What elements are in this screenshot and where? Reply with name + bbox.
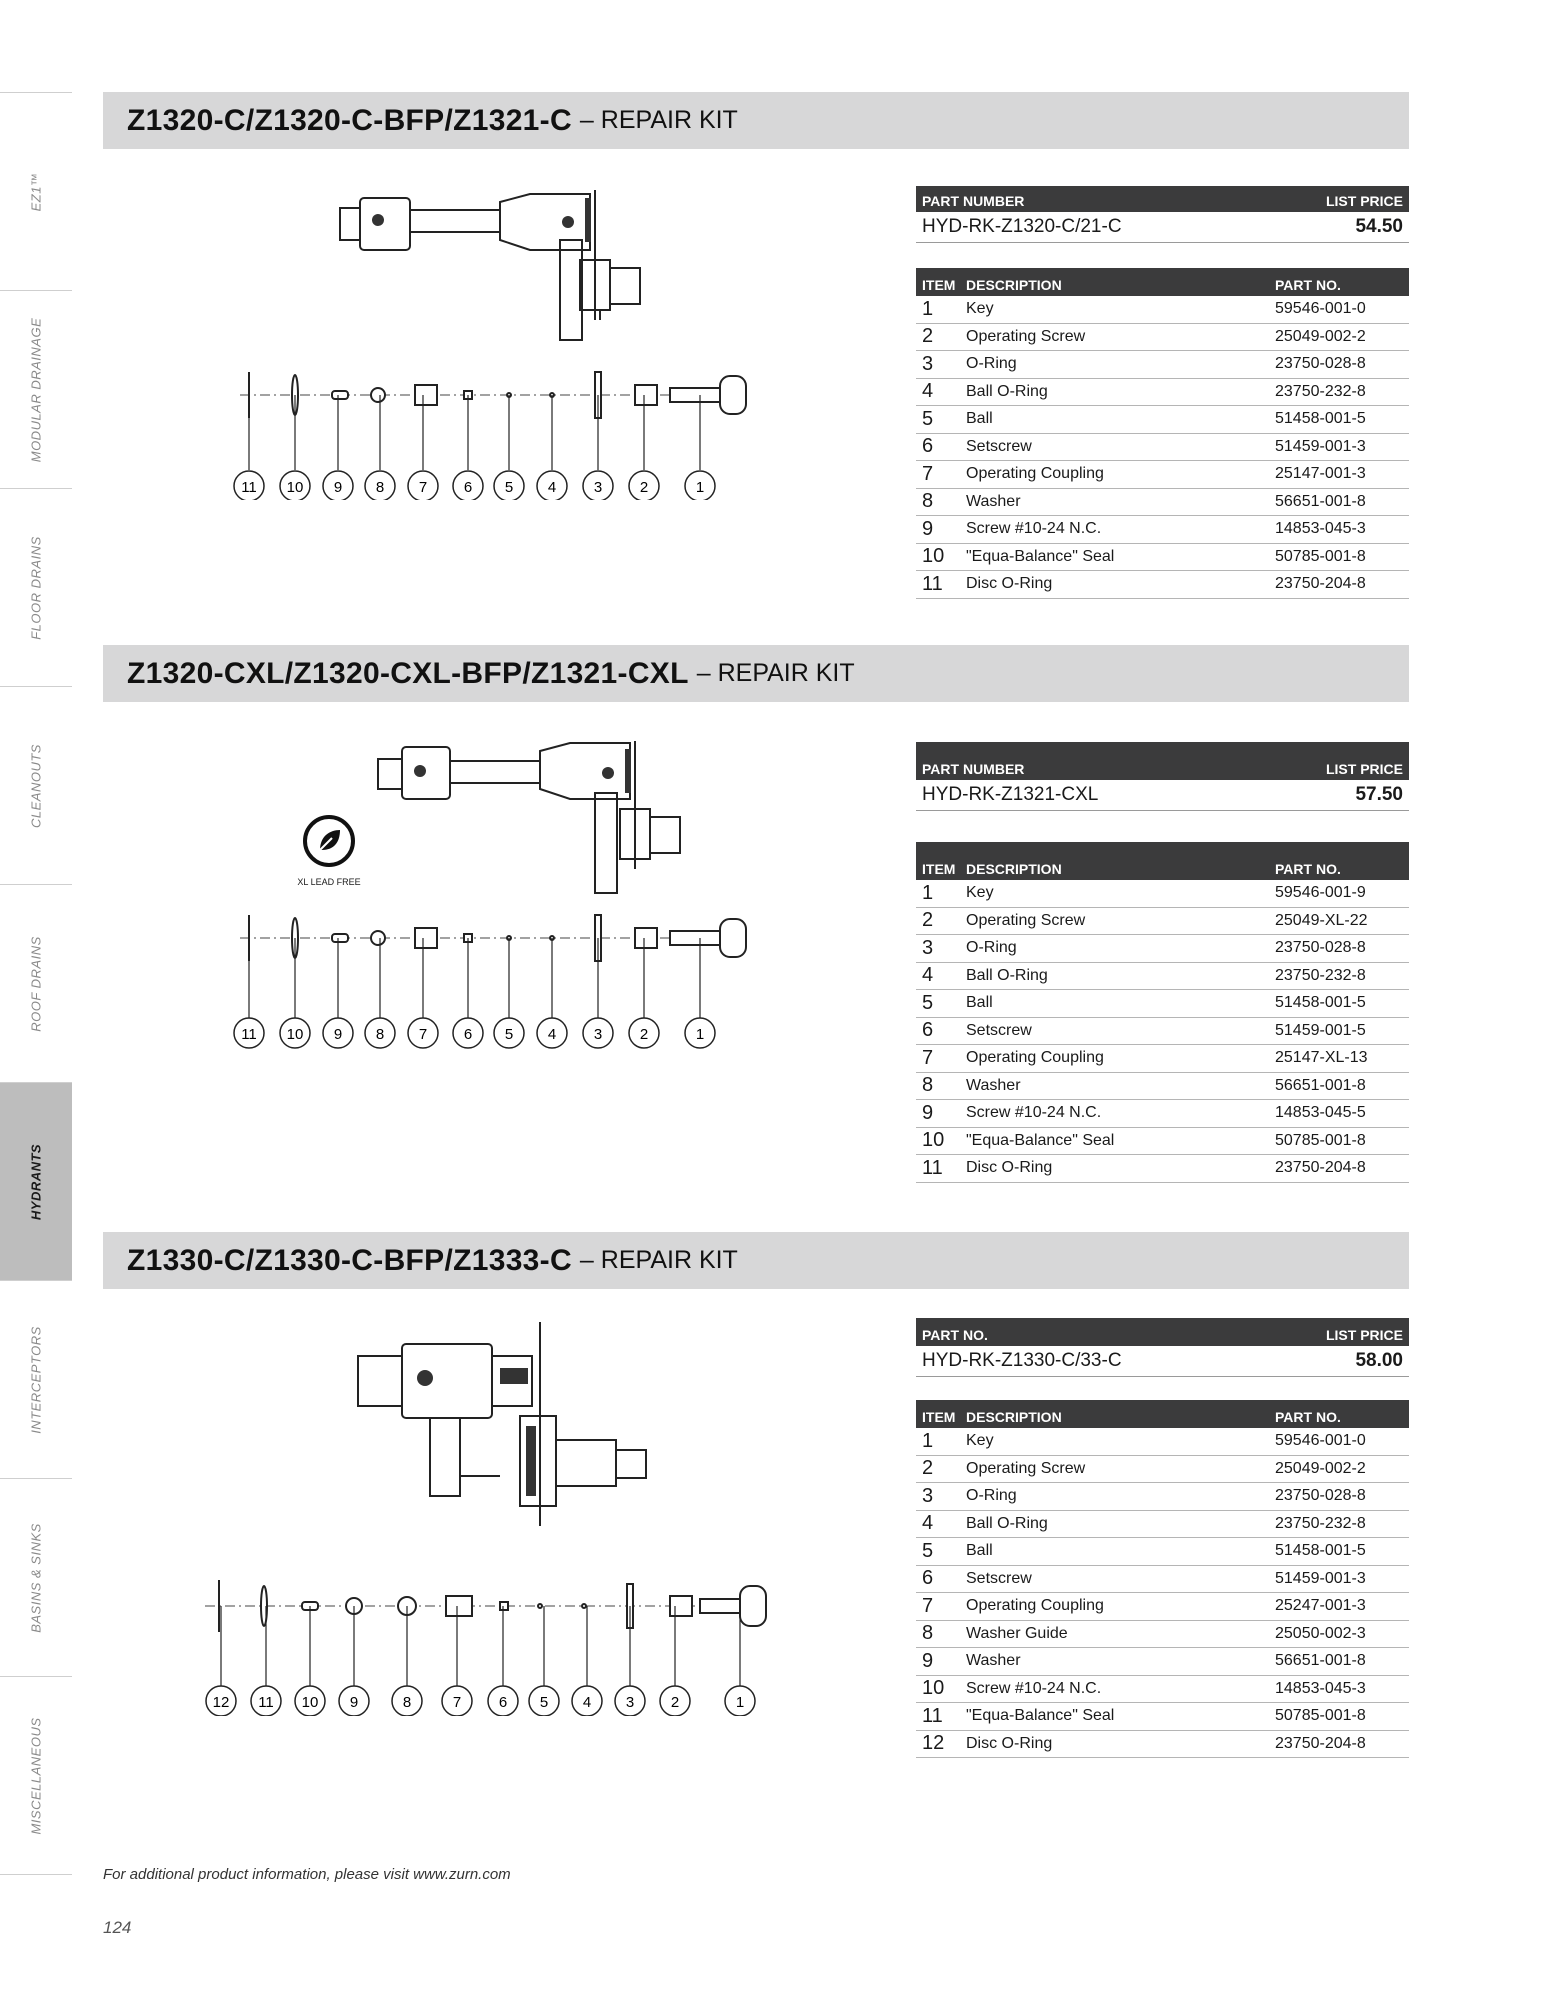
item-part-number: 50785-001-8 [1275,547,1366,565]
sidebar-tab-label: MISCELLANEOUS [28,1716,44,1835]
callout-label: 5 [504,479,514,496]
item-number: 5 [922,1539,934,1562]
item-part-number: 51458-001-5 [1275,994,1366,1012]
parts-table [916,1400,1409,1758]
callout-label: 7 [452,1694,462,1711]
item-part-number: 23750-232-8 [1275,966,1366,984]
callout-label: 4 [547,479,557,496]
part-number-heading: PART NUMBER [922,761,1025,777]
section-suffix: – REPAIR KIT [579,1246,738,1274]
item-number: 9 [922,517,934,540]
parts-table [916,268,1409,599]
item-number: 5 [922,407,934,430]
item-number: 1 [922,297,934,320]
item-description: Ball O-Ring [966,382,1048,400]
description-column-heading: DESCRIPTION [966,277,1062,293]
item-description: Operating Screw [966,911,1086,929]
table-row [916,544,1409,572]
table-row [916,461,1409,489]
callout-label: 9 [333,1026,343,1043]
kit-price-row [916,780,1409,811]
item-description: Key [966,1432,994,1450]
item-number: 12 [922,1732,945,1755]
item-number: 6 [922,435,934,458]
item-part-number: 25050-002-3 [1275,1624,1366,1642]
sidebar-tab-label: FLOOR DRAINS [28,535,44,640]
item-part-number: 25247-001-3 [1275,1597,1366,1615]
table-row [916,296,1409,324]
table-row [916,324,1409,352]
callout-label: 9 [333,479,343,496]
part-no-column-heading: PART NO. [1275,861,1341,877]
parts-table [916,842,1409,1183]
table-row [916,1483,1409,1511]
item-part-number: 23750-204-8 [1275,1159,1366,1177]
sidebar-tab-modular-drainage[interactable] [0,290,72,488]
kit-list-price: 54.50 [1355,216,1403,237]
section-header [103,645,1409,702]
item-number: 9 [922,1649,934,1672]
item-column-heading: ITEM [922,1409,956,1425]
item-part-number: 23750-232-8 [1275,382,1366,400]
item-description: Operating Screw [966,1459,1086,1477]
sidebar-tab-label: INTERCEPTORS [28,1325,44,1434]
table-row [916,1100,1409,1128]
item-part-number: 25049-002-2 [1275,327,1366,345]
price-table-header [916,742,1409,780]
list-price-heading: LIST PRICE [1325,1327,1403,1343]
callout-label: 6 [498,1694,508,1711]
item-description: Disc O-Ring [966,1159,1053,1177]
item-part-number: 25049-XL-22 [1275,911,1368,929]
item-number: 4 [922,380,934,403]
table-row [916,571,1409,599]
callout-label: 7 [418,1026,428,1043]
sidebar-tab-label: CLEANOUTS [28,743,44,828]
callout-label: 8 [375,479,385,496]
table-row [916,489,1409,517]
callout-label: 5 [539,1694,549,1711]
item-description: Operating Screw [966,327,1086,345]
table-row [916,1566,1409,1594]
callout-label: 8 [375,1026,385,1043]
item-number: 4 [922,1512,934,1535]
section-model-title: Z1320-C/Z1320-C-BFP/Z1321-C [127,103,572,137]
item-part-number: 59546-001-0 [1275,1432,1366,1450]
callout-label: 11 [258,1694,274,1711]
item-description: Setscrew [966,1569,1032,1587]
item-description: Key [966,300,994,318]
item-number: 2 [922,909,934,932]
item-number: 3 [922,1484,934,1507]
item-number: 1 [922,1429,934,1452]
section-model-title: Z1330-C/Z1330-C-BFP/Z1333-C [127,1243,572,1277]
item-description: Ball O-Ring [966,966,1048,984]
callout-label: 1 [695,1026,705,1043]
table-row [916,1648,1409,1676]
table-row [916,880,1409,908]
sidebar-tab-interceptors[interactable] [0,1280,72,1478]
item-part-number: 51459-001-3 [1275,437,1366,455]
sidebar-tab-hydrants[interactable] [0,1082,72,1280]
table-row [916,1428,1409,1456]
part-no-column-heading: PART NO. [1275,277,1341,293]
item-part-number: 51459-001-3 [1275,1569,1366,1587]
kit-price-table [916,186,1409,243]
table-row [916,1703,1409,1731]
sidebar-tab-ez1[interactable] [0,92,72,290]
callout-label: 5 [504,1026,514,1043]
item-number: 11 [922,572,943,595]
callout-label: 4 [547,1026,557,1043]
table-row [916,1456,1409,1484]
price-table-header [916,1318,1409,1346]
item-column-heading: ITEM [922,861,956,877]
item-part-number: 25049-002-2 [1275,1459,1366,1477]
item-description: Operating Coupling [966,1597,1104,1615]
callout-label: 6 [463,479,473,496]
kit-price-row [916,1346,1409,1377]
item-column-heading: ITEM [922,277,956,293]
item-description: Setscrew [966,437,1032,455]
item-description: O-Ring [966,1487,1017,1505]
callout-label: 3 [593,1026,603,1043]
table-row [916,1128,1409,1156]
sidebar-tab-label: MODULAR DRAINAGE [28,317,44,462]
description-column-heading: DESCRIPTION [966,861,1062,877]
item-part-number: 59546-001-0 [1275,300,1366,318]
callout-label: 1 [735,1694,745,1711]
table-row [916,1045,1409,1073]
item-number: 1 [922,881,934,904]
item-description: Operating Coupling [966,465,1104,483]
item-description: Ball [966,410,993,428]
table-row [916,990,1409,1018]
part-number-heading: PART NUMBER [922,193,1025,209]
item-part-number: 25147-XL-13 [1275,1049,1368,1067]
item-number: 3 [922,352,934,375]
callout-label: 3 [593,479,603,496]
item-description: Ball O-Ring [966,1514,1048,1532]
item-part-number: 51459-001-5 [1275,1021,1366,1039]
item-number: 7 [922,1594,934,1617]
item-part-number: 23750-028-8 [1275,939,1366,957]
item-number: 7 [922,462,934,485]
item-description: O-Ring [966,939,1017,957]
item-number: 11 [922,1156,943,1179]
hydrant-assembly-diagram [230,733,750,1053]
item-part-number: 51458-001-5 [1275,1542,1366,1560]
section-suffix: – REPAIR KIT [579,106,738,134]
callout-label: 12 [212,1694,230,1711]
table-row [916,963,1409,991]
item-description: Washer [966,1076,1021,1094]
item-description: "Equa-Balance" Seal [966,1131,1115,1149]
table-row [916,516,1409,544]
item-number: 7 [922,1046,934,1069]
item-description: Ball [966,1542,993,1560]
part-no-column-heading: PART NO. [1275,1409,1341,1425]
item-number: 10 [922,1129,945,1152]
table-row [916,1511,1409,1539]
item-part-number: 59546-001-9 [1275,884,1366,902]
kit-price-row [916,212,1409,243]
item-description: Washer [966,492,1021,510]
callout-label: 10 [301,1694,319,1711]
item-description: Washer [966,1652,1021,1670]
table-row [916,908,1409,936]
hydrant-assembly-diagram [200,1316,770,1716]
item-description: Washer Guide [966,1624,1068,1642]
item-description: Disc O-Ring [966,1734,1053,1752]
item-description: Operating Coupling [966,1049,1104,1067]
sidebar-tab-label: EZ1™ [28,172,44,211]
callout-group [206,1686,755,1716]
callout-label: 11 [241,1026,257,1043]
part-number-heading: PART NO. [922,1327,988,1343]
table-row [916,1621,1409,1649]
item-part-number: 23750-204-8 [1275,575,1366,593]
callout-label: 2 [639,1026,649,1043]
item-number: 10 [922,1677,945,1700]
callout-label: 9 [349,1694,359,1711]
item-part-number: 14853-045-5 [1275,1104,1366,1122]
item-part-number: 56651-001-8 [1275,1652,1366,1670]
section-model-title: Z1320-CXL/Z1320-CXL-BFP/Z1321-CXL [127,656,689,690]
sidebar-tab-floor-drains[interactable] [0,488,72,686]
item-number: 2 [922,1457,934,1480]
item-number: 10 [922,545,945,568]
section-header [103,92,1409,149]
item-number: 2 [922,325,934,348]
callout-group [234,471,715,500]
item-description: Screw #10-24 N.C. [966,520,1102,538]
kit-price-table [916,1318,1409,1377]
table-row [916,1073,1409,1101]
item-part-number: 56651-001-8 [1275,1076,1366,1094]
item-part-number: 25147-001-3 [1275,465,1366,483]
table-row [916,935,1409,963]
callout-label: 10 [286,479,304,496]
item-description: Disc O-Ring [966,575,1053,593]
item-part-number: 56651-001-8 [1275,492,1366,510]
item-part-number: 50785-001-8 [1275,1707,1366,1725]
kit-list-price: 57.50 [1355,784,1403,805]
sidebar-tab-cleanouts[interactable] [0,686,72,884]
item-description: Screw #10-24 N.C. [966,1679,1102,1697]
table-row [916,1018,1409,1046]
description-column-heading: DESCRIPTION [966,1409,1062,1425]
page-number: 124 [103,1918,132,1937]
price-table-header [916,186,1409,212]
item-part-number: 23750-028-8 [1275,355,1366,373]
section-suffix: – REPAIR KIT [696,659,855,687]
item-part-number: 50785-001-8 [1275,1131,1366,1149]
table-row [916,434,1409,462]
table-row [916,1593,1409,1621]
table-row [916,1676,1409,1704]
badge-label: XL LEAD FREE [297,877,361,887]
parts-table-header [916,1400,1409,1428]
footer-note: For additional product information, please visit www.zurn.com [103,1866,511,1883]
sidebar-tab-roof-drains[interactable] [0,884,72,1082]
item-description: O-Ring [966,355,1017,373]
callout-label: 2 [670,1694,680,1711]
item-number: 8 [922,1074,934,1097]
table-row [916,1155,1409,1183]
item-description: Screw #10-24 N.C. [966,1104,1102,1122]
item-number: 4 [922,964,934,987]
table-row [916,1538,1409,1566]
callout-label: 11 [241,479,257,496]
item-description: Key [966,884,994,902]
hydrant-assembly-diagram [230,180,750,500]
table-row [916,1731,1409,1759]
parts-table-header [916,268,1409,296]
category-sidebar [0,92,72,1875]
sidebar-tab-label: ROOF DRAINS [28,935,44,1032]
callout-label: 2 [639,479,649,496]
list-price-heading: LIST PRICE [1325,193,1403,209]
section-header [103,1232,1409,1289]
kit-part-number: HYD-RK-Z1320-C/21-C [922,216,1122,237]
kit-list-price: 58.00 [1355,1350,1403,1371]
callout-label: 3 [625,1694,635,1711]
kit-part-number: HYD-RK-Z1321-CXL [922,784,1099,805]
table-row [916,351,1409,379]
item-part-number: 14853-045-3 [1275,1679,1366,1697]
callout-label: 1 [695,479,705,496]
item-part-number: 51458-001-5 [1275,410,1366,428]
table-row [916,379,1409,407]
sidebar-tab-basins-sinks[interactable] [0,1478,72,1676]
callout-group [234,1018,715,1048]
sidebar-tab-miscellaneous[interactable] [0,1676,72,1875]
kit-part-number: HYD-RK-Z1330-C/33-C [922,1350,1122,1371]
item-part-number: 23750-028-8 [1275,1487,1366,1505]
callout-label: 8 [402,1694,412,1711]
item-part-number: 23750-232-8 [1275,1514,1366,1532]
item-number: 6 [922,1567,934,1590]
callout-label: 6 [463,1026,473,1043]
item-number: 3 [922,936,934,959]
item-number: 11 [922,1704,943,1727]
item-number: 5 [922,991,934,1014]
item-number: 8 [922,1622,934,1645]
item-number: 8 [922,490,934,513]
sidebar-tab-label: BASINS & SINKS [28,1522,44,1633]
item-description: Ball [966,994,993,1012]
callout-label: 7 [418,479,428,496]
item-description: Setscrew [966,1021,1032,1039]
item-part-number: 23750-204-8 [1275,1734,1366,1752]
callout-label: 10 [286,1026,304,1043]
item-part-number: 14853-045-3 [1275,520,1366,538]
kit-price-table [916,742,1409,811]
list-price-heading: LIST PRICE [1325,761,1403,777]
sidebar-tab-label: HYDRANTS [28,1143,44,1220]
table-row [916,406,1409,434]
item-number: 6 [922,1019,934,1042]
parts-table-header [916,842,1409,880]
item-description: "Equa-Balance" Seal [966,547,1115,565]
callout-label: 4 [582,1694,592,1711]
item-description: "Equa-Balance" Seal [966,1707,1115,1725]
item-number: 9 [922,1101,934,1124]
